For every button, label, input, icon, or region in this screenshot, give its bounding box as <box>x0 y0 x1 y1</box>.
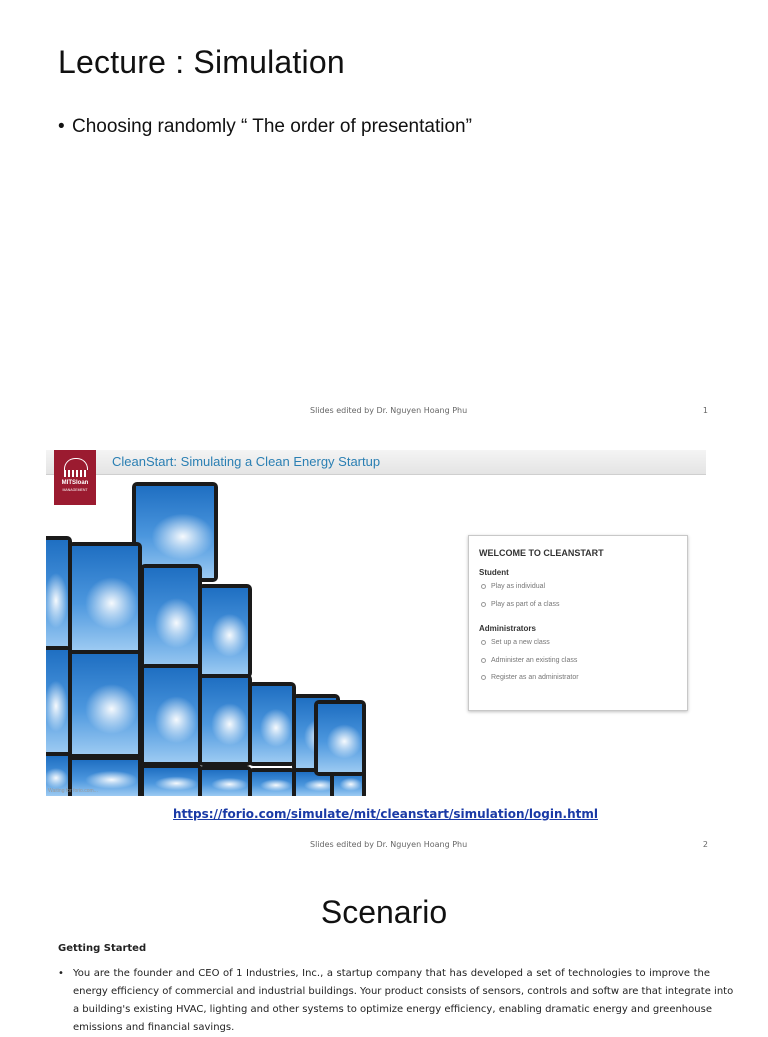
page-number: 1 <box>702 406 708 415</box>
play-class-link[interactable]: Play as part of a class <box>481 601 559 608</box>
cloud-highlight <box>211 703 248 745</box>
slide-1-title: Lecture : Simulation <box>58 44 345 80</box>
cloud-highlight <box>327 724 362 758</box>
paragraph-line: energy efficiency of commercial and industrial buildings. Your product consists of sensors, controls and softw are that integrate into <box>73 986 734 997</box>
cloud-highlight <box>155 598 198 648</box>
setup-class-link[interactable]: Set up a new class <box>481 639 550 646</box>
cloud-highlight <box>211 614 248 657</box>
paragraph-line: You are the founder and CEO of 1 Industries, Inc., a startup company that has developed a set of technologies to improve the <box>73 968 710 979</box>
scenario-paragraph <box>58 965 734 1037</box>
getting-started-heading: Getting Started <box>58 943 147 954</box>
welcome-panel <box>468 535 688 711</box>
footer-credit: Slides edited by Dr. Nguyen Hoang Phu <box>310 840 468 849</box>
radio-bullet-icon <box>481 640 486 645</box>
radio-bullet-icon <box>481 602 486 607</box>
radio-bullet-icon <box>481 658 486 663</box>
cloud-highlight <box>211 778 248 791</box>
cloud-highlight <box>155 776 198 790</box>
cloud-highlight <box>85 577 138 629</box>
footer-credit: Slides edited by Dr. Nguyen Hoang Phu <box>310 406 468 415</box>
register-admin-link[interactable]: Register as an administrator <box>481 674 579 681</box>
administer-class-link[interactable]: Administer an existing class <box>481 657 577 664</box>
browser-status-text: Waiting for forio.com... <box>48 788 98 794</box>
mit-sloan-logo[interactable] <box>54 450 96 505</box>
slide-3 <box>0 864 768 1033</box>
cloud-highlight <box>155 696 198 743</box>
paragraph-line: emissions and financial savings. <box>73 1022 235 1033</box>
cloud-highlight <box>260 779 292 791</box>
scenario-title: Scenario <box>320 894 448 930</box>
logo-name: MITSloan <box>61 480 89 486</box>
cloud-highlight <box>85 684 138 734</box>
slide-1 <box>0 0 768 432</box>
student-heading: Student <box>479 568 509 577</box>
cloud-highlight <box>152 514 214 560</box>
radio-bullet-icon <box>481 584 486 589</box>
cloud-highlight <box>260 709 292 747</box>
slide-2 <box>0 432 768 864</box>
cloud-highlight <box>340 778 362 791</box>
cloud-highlight <box>85 771 138 789</box>
welcome-title: WELCOME TO CLEANSTART <box>479 548 604 558</box>
slide-1-bullet <box>58 116 472 138</box>
monitor-tiles <box>46 482 366 796</box>
bullet-text: Choosing randomly “ The order of presentation” <box>72 116 472 137</box>
paragraph-line: a building's existing HVAC, lighting and other systems to optimize energy efficiency, enabling dramatic energy and greenhouse <box>73 1004 712 1015</box>
paragraph-bullet: • <box>58 968 64 979</box>
radio-bullet-icon <box>481 675 486 680</box>
page-number: 2 <box>702 840 708 849</box>
logo-sub: MANAGEMENT <box>62 488 88 492</box>
site-title: CleanStart: Simulating a Clean Energy Startup <box>112 454 381 469</box>
bullet-marker: • <box>58 116 65 137</box>
simulation-login-link[interactable]: https://forio.com/simulate/mit/cleanstart/simulation/login.html <box>173 807 598 821</box>
play-individual-link[interactable]: Play as individual <box>481 583 545 590</box>
website-screenshot <box>46 450 706 796</box>
admin-heading: Administrators <box>479 624 536 633</box>
